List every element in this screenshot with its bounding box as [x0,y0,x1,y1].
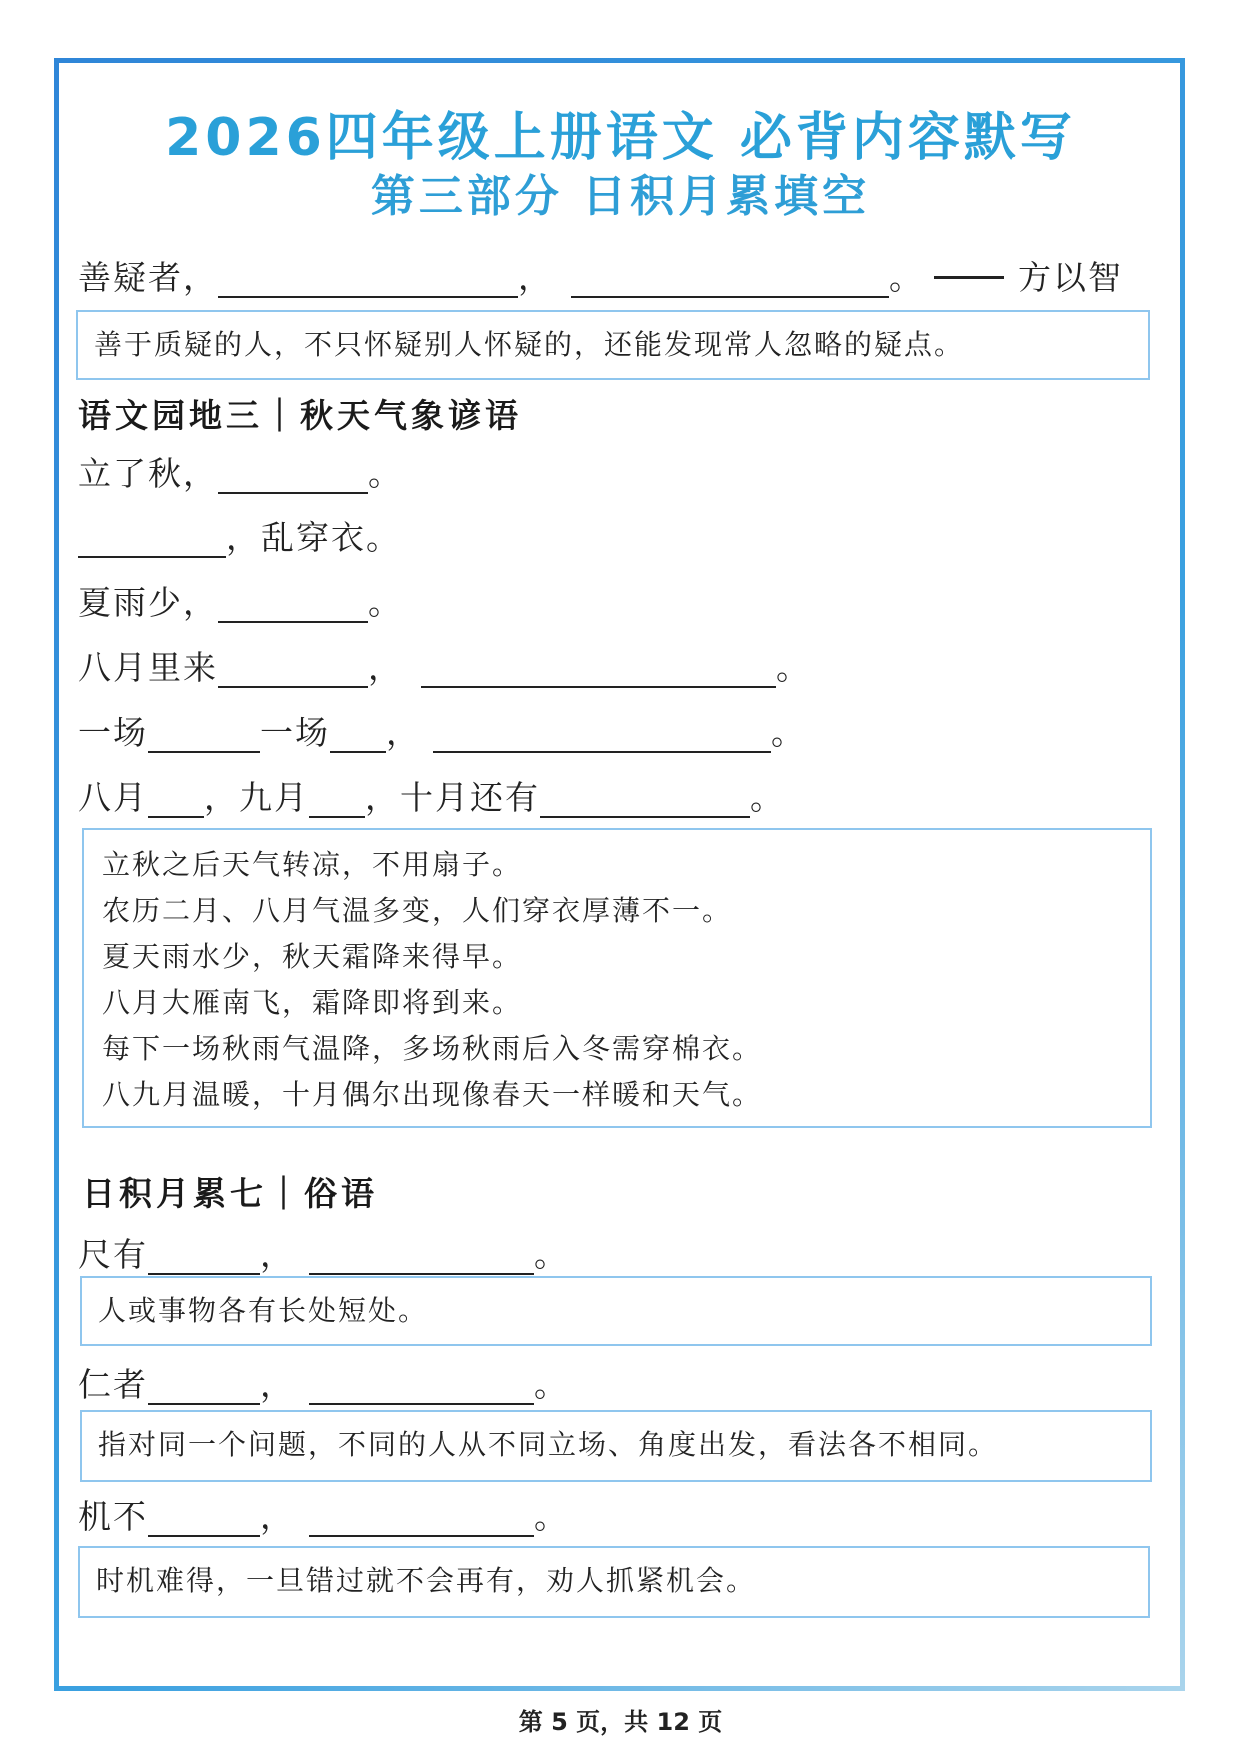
blank[interactable] [421,654,776,688]
blank[interactable] [540,784,750,818]
saying-line: 仁者 ， 。 [78,1365,569,1404]
proverb-line: 夏雨少， 。 [78,583,403,622]
proverb-line: 立了秋， 。 [78,454,403,493]
saying-line: 尺有 ， 。 [78,1235,569,1274]
blank[interactable] [571,264,889,298]
blank[interactable] [148,719,260,753]
blank[interactable] [330,719,386,753]
blank[interactable] [218,589,368,623]
meaning-line: 八九月温暖，十月偶尔出现像春天一样暖和天气。 [102,1078,763,1111]
blank[interactable] [218,264,518,298]
section2-heading: 日积月累七｜俗语 [82,1174,378,1213]
proverb-line: ，乱穿衣。 [78,518,401,558]
saying-meaning-box: 指对同一个问题，不同的人从不同立场、角度出发，看法各不相同。 [80,1410,1152,1482]
saying-meaning-box: 人或事物各有长处短处。 [80,1276,1152,1346]
saying-meaning-box: 时机难得，一旦错过就不会再有，劝人抓紧机会。 [78,1546,1150,1618]
blank[interactable] [148,1503,260,1537]
quote-meaning: 善于质疑的人，不只怀疑别人怀疑的，还能发现常人忽略的疑点。 [94,328,965,361]
meaning-line: 每下一场秋雨气温降，多场秋雨后入冬需穿棉衣。 [102,1032,763,1065]
blank[interactable] [309,1503,534,1537]
em-dash [934,276,1004,279]
blank[interactable] [148,1241,260,1275]
proverb-line: 八月里来 ， 。 [78,648,811,687]
blank[interactable] [433,719,771,753]
meaning-line: 夏天雨水少，秋天霜降来得早。 [102,940,523,973]
saying-line: 机不 ， 。 [78,1497,569,1536]
proverb-line: 一场 一场 ， 。 [78,713,806,752]
blank[interactable] [78,524,226,558]
meaning-line: 八月大雁南飞，霜降即将到来。 [102,986,523,1019]
blank[interactable] [309,1371,534,1405]
quote-start: 善疑者， [78,258,218,297]
page-number: 第 5 页，共 12 页 [518,1708,723,1736]
page-subtitle: 第三部分 日积月累填空 [370,171,871,222]
blank[interactable] [148,1371,260,1405]
section1-meaning-box [82,828,1152,1128]
blank[interactable] [218,654,368,688]
blank[interactable] [309,1241,534,1275]
quote-meaning-box [76,310,1150,380]
quote-line: 善疑者， ， 。 方以智 [78,258,1123,297]
proverb-line: 八月 ，九月 ，十月还有 。 [78,778,785,817]
blank[interactable] [148,784,204,818]
quote-author: 方以智 [1018,258,1123,297]
blank[interactable] [309,784,365,818]
page-title: 2026四年级上册语文 必背内容默写 [165,108,1076,168]
section1-heading: 语文园地三｜秋天气象谚语 [78,396,522,435]
blank[interactable] [218,460,368,494]
meaning-line: 立秋之后天气转凉，不用扇子。 [102,848,523,881]
meaning-line: 农历二月、八月气温多变，人们穿衣厚薄不一。 [102,894,733,927]
